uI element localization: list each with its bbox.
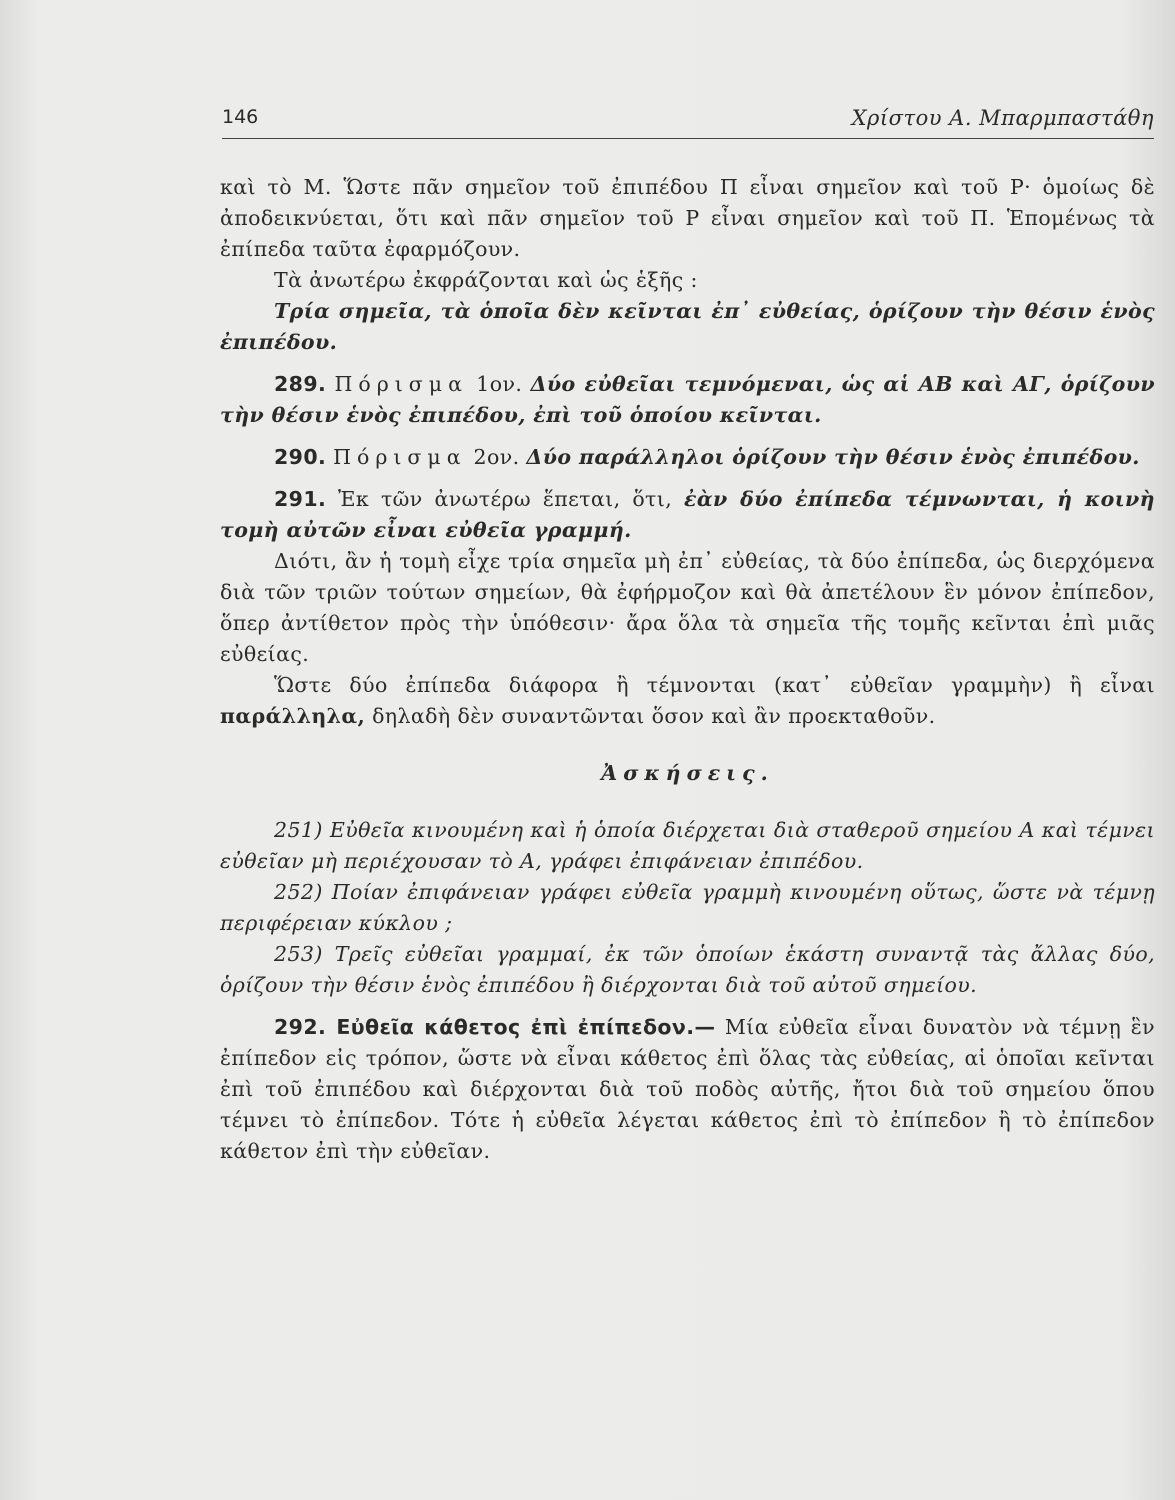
corollary-label: Πόρισμα [333,445,467,469]
section-statement: ἐὰν δύο ἐπίπεδα τέμνωνται, ἡ κοινὴ τομὴ αὐτῶν εἶναι εὐθεῖα γραμμή. [220,487,1155,542]
corollary-ordinal: 2ον. [473,445,520,469]
section-number: 291. [274,487,327,511]
paragraph-proof: Διότι, ἂν ἡ τομὴ εἶχε τρία σημεῖα μὴ ἐπ᾽ εὐθείας, τὰ δύο ἐπίπεδα, ὡς διερχόμενα διὰ τῶν τριῶν τούτων σημείων, θὰ ἐφήρμοζον καὶ θὰ ἀπετέλουν ἓν μόνον ἐπίπεδον, ὅπερ ἀντίθετον πρὸς τὴν ὑπόθεσιν· ἄρα ὅλα τὰ σημεῖα τῆς τομῆς κεῖνται ἐπὶ μιᾶς εὐθείας. [220,549,1155,666]
exercise-253: 253) Τρεῖς εὐθεῖαι γραμμαί, ἐκ τῶν ὁποίων ἑκάστη συναντᾷ τὰς ἄλλας δύο, ὁρίζουν τὴν θέσιν ἑνὸς ἐπιπέδου ἢ διέρχονται διὰ τοῦ αὐτοῦ σημείου. [220,942,1155,997]
section-heading: 292. Εὐθεῖα κάθετος ἐπὶ ἐπίπεδον.— [274,1015,716,1039]
corollary-label: Πόρισμα [334,372,468,396]
conclusion-bold-term: παράλληλα, [220,704,366,728]
exercises-heading: Ἀσκήσεις. [601,761,774,785]
exercise-252: 252) Ποίαν ἐπιφάνειαν γράφει εὐθεῖα γραμμὴ κινουμένη οὕτως, ὥστε νὰ τέμνῃ περιφέρειαν κύκλου ; [220,880,1155,935]
section-292 [220,1012,1155,1167]
corollary-290 [220,442,1155,473]
theorem-statement: Τρία σημεῖα, τὰ ὁποῖα δὲν κεῖνται ἐπ᾽ εὐθείας, ὁρίζουν τὴν θέσιν ἑνὸς ἐπιπέδου. [220,299,1155,354]
corollary-ordinal: 1ον. [476,372,523,396]
paragraph-continuation: καὶ τὸ Μ. Ὥστε πᾶν σημεῖον τοῦ ἐπιπέδου Π εἶναι σημεῖον καὶ τοῦ Ρ· ὁμοίως δὲ ἀποδεικνύεται, ὅτι καὶ πᾶν σημεῖον τοῦ Ρ εἶναι σημεῖον καὶ τοῦ Π. Ἑπομένως τὰ ἐπίπεδα ταῦτα ἐφαρμόζουν. [220,175,1155,261]
page-header [222,104,1154,139]
section-number: 289. [274,372,327,396]
conclusion-text-before: Ὥστε δύο ἐπίπεδα διάφορα ἢ τέμνονται (κατ᾽ εὐθεῖαν γραμμὴν) ἢ εἶναι [274,673,1155,697]
section-intro: Ἐκ τῶν ἀνωτέρω ἕπεται, ὅτι, [338,487,673,511]
running-head: Χρίστου Α. Μπαρμπαστάθη [851,106,1154,130]
paragraph-restatement-intro: Τὰ ἀνωτέρω ἐκφράζονται καὶ ὡς ἑξῆς : [274,268,698,292]
conclusion-text-after: δηλαδὴ δὲν συναντῶνται ὅσον καὶ ἂν προεκταθοῦν. [372,704,936,728]
corollary-text: Δύο παράλληλοι ὁρίζουν τὴν θέσιν ἑνὸς ἐπιπέδου. [526,445,1140,469]
section-text: Μία εὐθεῖα εἶναι δυνατὸν νὰ τέμνῃ ἓν ἐπίπεδον εἰς τρόπον, ὥστε νὰ εἶναι κάθετος ἐπὶ ὅλας τὰς εὐθείας, αἱ ὁποῖαι κεῖνται ἐπὶ τοῦ ἐπιπέδου καὶ διέρχονται διὰ τοῦ ποδὸς αὐτῆς, ἤτοι διὰ τοῦ σημείου ὅπου τέμνει τὸ ἐπίπεδον. Τότε ἡ εὐθεῖα λέγεται κάθετος ἐπὶ τὸ ἐπίπεδον ἢ τὸ ἐπίπεδον κάθετον ἐπὶ τὴν εὐθεῖαν. [220,1015,1155,1163]
section-291 [220,484,1155,546]
corollary-289 [220,369,1155,431]
page-number: 146 [222,106,259,128]
paragraph-conclusion [220,670,1155,732]
page-body [220,172,1155,1167]
section-number: 290. [274,445,327,469]
exercise-251: 251) Εὐθεῖα κινουμένη καὶ ἡ ὁποία διέρχεται διὰ σταθεροῦ σημείου Α καὶ τέμνει εὐθεῖαν μὴ περιέχουσαν τὸ Α, γράφει ἐπιφάνειαν ἐπιπέδου. [220,818,1155,873]
corollary-text: Δύο εὐθεῖαι τεμνόμεναι, ὡς αἱ ΑΒ καὶ ΑΓ, ὁρίζουν τὴν θέσιν ἑνὸς ἐπιπέδου, ἐπὶ τοῦ ὁποίου κεῖνται. [220,372,1155,427]
